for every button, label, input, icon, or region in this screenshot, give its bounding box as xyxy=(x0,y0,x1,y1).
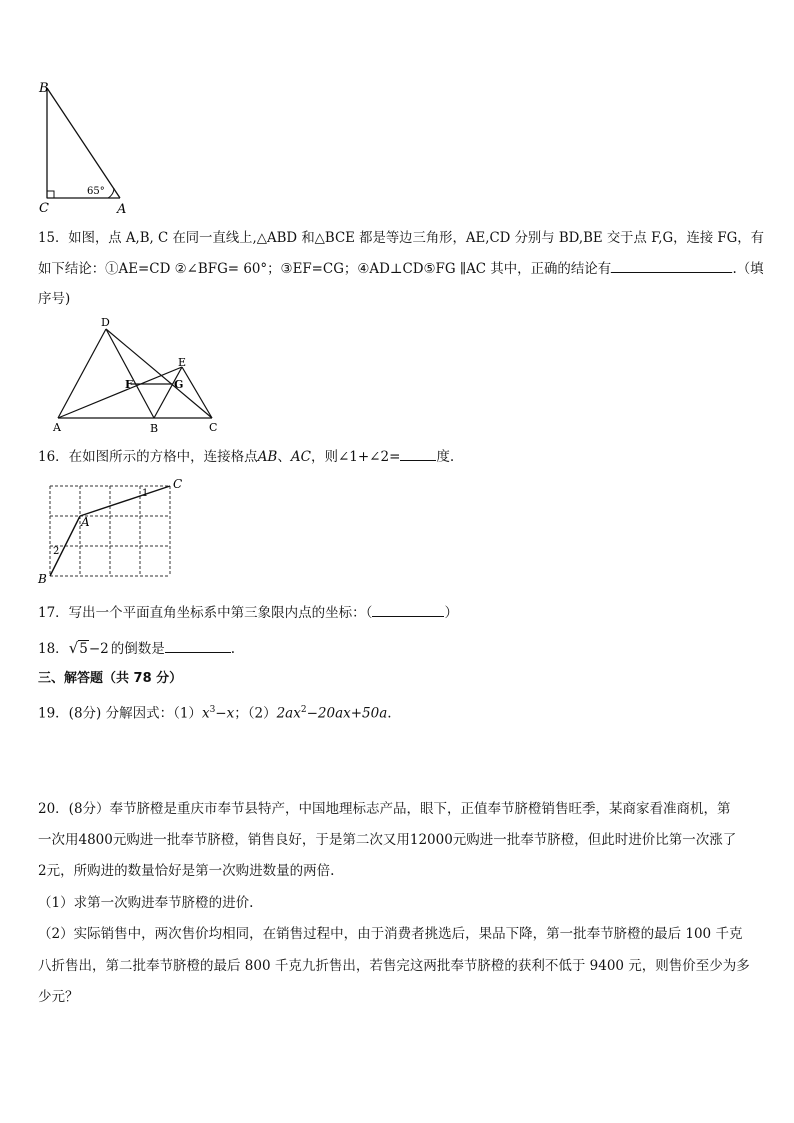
q16-text-mid: ，则∠1+∠2= xyxy=(310,449,401,465)
q16-sep: 、 xyxy=(277,449,291,465)
q19-expr1-exp: 3 xyxy=(209,705,216,715)
q19-text-mid: ；（2） xyxy=(234,705,277,722)
q16-answer-blank[interactable] xyxy=(400,446,436,461)
angle-label-1: 1 xyxy=(142,488,149,499)
q20-sub1: （1）求第一次购进奉节脐橙的进价. xyxy=(38,895,254,911)
q15-line1: 15．如图，点 A,B, C 在同一直线上,△ABD 和△BCE 都是等边三角形，AE,CD 分别与 BD,BE 交于点 F,G，连接 FG，有 xyxy=(38,230,764,246)
q16-segment-ac: AC xyxy=(290,449,311,465)
q20-line3: 2元，所购进的数量恰好是第一次购进数量的两倍. xyxy=(38,863,335,879)
right-triangle-figure xyxy=(30,76,140,218)
q17-text-end: ） xyxy=(444,605,458,621)
q16-text-end: 度. xyxy=(436,449,455,465)
section-heading: 三、解答题（共 78 分） xyxy=(38,671,183,686)
grid-label-c: C xyxy=(173,477,183,491)
q17-answer-blank[interactable] xyxy=(372,602,444,617)
point-label-e: E xyxy=(178,356,187,369)
q19-expr1-base: x xyxy=(201,705,210,722)
q19-expr2-tail: −20ax+50a xyxy=(306,705,388,722)
q20-line2: 一次用4800元购进一批奉节脐橙，销售良好，于是第二次又用12000元购进一批奉节脐橙，但此时进价比第一次涨了 xyxy=(38,832,737,848)
q16-text: 16．在如图所示的方格中，连接格点 xyxy=(38,449,258,465)
q18-answer-blank[interactable] xyxy=(165,638,231,653)
vertex-label-a: A xyxy=(117,202,127,217)
angle-label: 65° xyxy=(87,186,105,197)
q19-expr2-a: 2ax xyxy=(276,705,301,722)
q20-sub2-line3: 少元？ xyxy=(38,989,79,1005)
q20-sub2-line1: （2）实际销售中，两次售价均相同，在销售过程中，由于消费者挑选后，果品下降，第一批奉节脐橙的最后 100 千克 xyxy=(38,926,743,942)
point-label-b: B xyxy=(150,422,159,435)
q20-line1: 20．(8分）奉节脐橙是重庆市奉节县特产，中国地理标志产品，眼下，正值奉节脐橙销售旺季，某商家看准商机，第 xyxy=(38,801,731,817)
q17-line xyxy=(38,602,458,623)
q19-expr2-exp: 2 xyxy=(300,705,307,715)
q19-text: 19．(8分) 分解因式：（1） xyxy=(38,705,202,722)
angle-label-2: 2 xyxy=(53,546,60,557)
vertex-label-c: C xyxy=(39,201,49,216)
vertex-label-b: B xyxy=(39,81,49,96)
q17-text: 17．写出一个平面直角坐标系中第三象限内点的坐标：（ xyxy=(38,605,373,621)
q15-line2-text: 如下结论：①AE=CD ②∠BFG= 60°；③EF=CG；④AD⊥CD⑤FG ∥AC 其中，正确的结论有 xyxy=(38,261,612,277)
q18-number: 18． xyxy=(38,641,69,657)
point-label-d: D xyxy=(101,316,110,329)
sqrt-radicand: 5 xyxy=(79,641,88,657)
q15-line3: 序号) xyxy=(38,291,71,307)
point-label-c: C xyxy=(209,421,218,434)
point-label-g: G xyxy=(174,378,184,391)
q19-end: . xyxy=(387,705,392,722)
q15-line2-end: .（填 xyxy=(732,261,764,277)
q18-line xyxy=(38,638,235,659)
point-label-a: A xyxy=(53,421,61,434)
equilateral-triangles-figure xyxy=(48,315,228,437)
q20-sub2-line2: 八折售出，第二批奉节脐橙的最后 800 千克九折售出，若售完这两批奉节脐橙的获利不低于 9400 元，则售价至少为多 xyxy=(38,958,750,974)
q16-line xyxy=(38,446,454,467)
q19-expr1-tail: −x xyxy=(215,705,235,722)
grid-label-b: B xyxy=(38,572,47,586)
q18-minus: −2 xyxy=(88,641,109,657)
q15-line2 xyxy=(38,258,764,279)
q19-line xyxy=(38,700,392,724)
q18-text: 的倒数是 xyxy=(110,641,165,657)
sqrt-sign: √ xyxy=(68,639,79,657)
point-label-f: F xyxy=(125,378,133,391)
q15-answer-blank[interactable] xyxy=(611,258,732,273)
q18-text-end: . xyxy=(230,641,236,657)
grid-figure xyxy=(36,474,196,588)
grid-label-a: A xyxy=(81,515,90,529)
q16-segment-ab: AB xyxy=(257,449,278,465)
